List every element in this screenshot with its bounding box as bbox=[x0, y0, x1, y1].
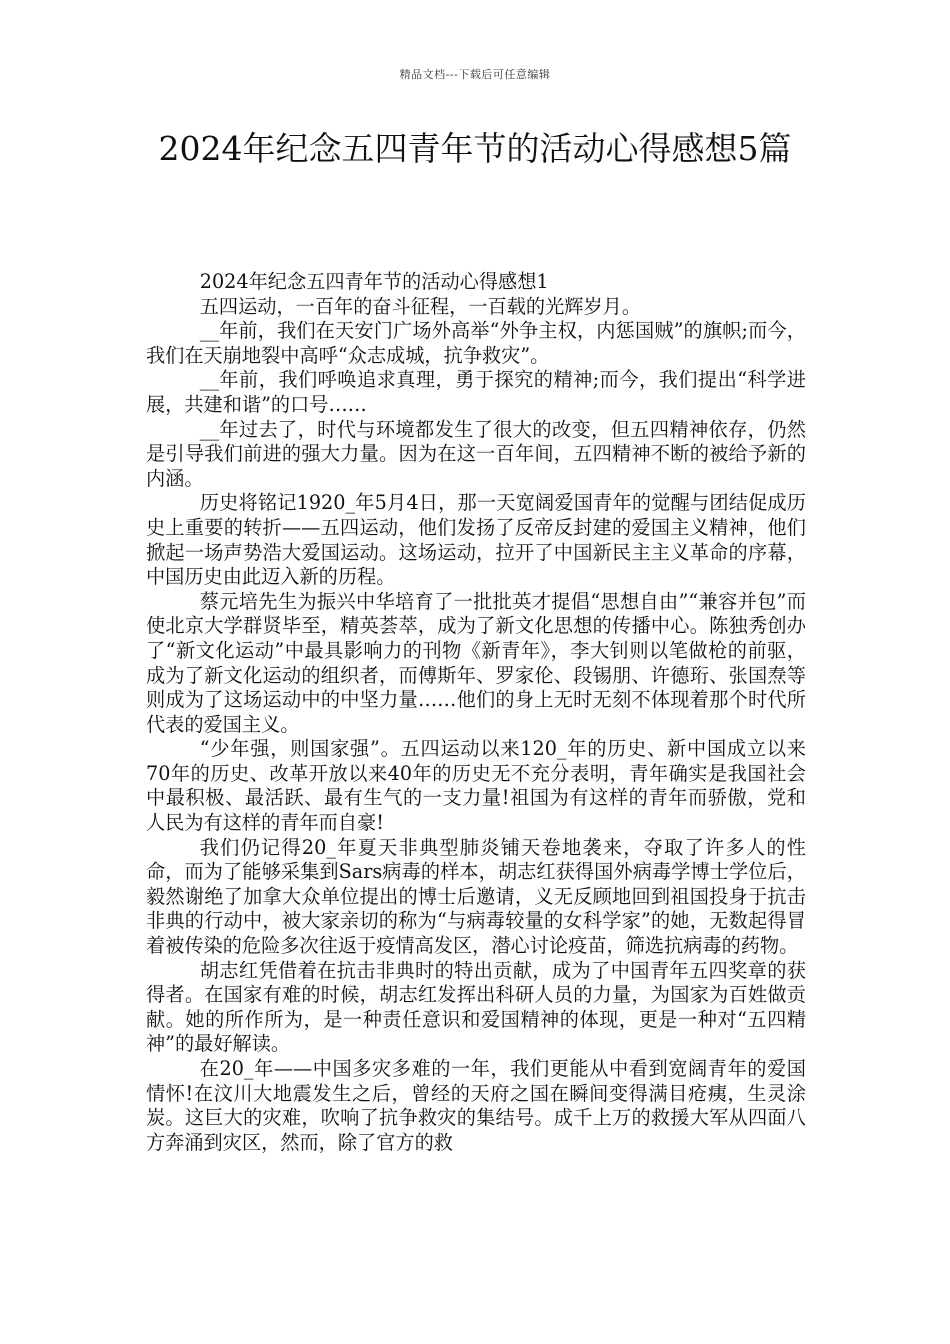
paragraph-6: 蔡元培先生为振兴中华培育了一批批英才提倡“思想自由”“兼容并包”而使北京大学群贤毕至，精英荟萃，成为了新文化思想的传播中心。陈独秀创办了“新文化运动”中最具影响力的刊物《新青年》，李大钊则以笔做枪的前驱，成为了新文化运动的组织者，而傅斯年、罗家伦、段锡朋、许德珩、张国焘等则成为了这场运动中的中坚力量……他们的身上无时无刻不体现着那个时代所代表的爱国主义。 bbox=[146, 589, 806, 736]
paragraph-2: __年前，我们在天安门广场外高举“外争主权，内惩国贼”的旗帜;而今，我们在天崩地裂中高呼“众志成城，抗争救灾”。 bbox=[146, 319, 806, 367]
paragraph-9: 胡志红凭借着在抗击非典时的特出贡献，成为了中国青年五四奖章的获得者。在国家有难的时候，胡志红发挥出科研人员的力量，为国家为百姓做贡献。她的所作所为，是一种责任意识和爱国精神的体现，更是一种对“五四精神”的最好解读。 bbox=[146, 958, 806, 1056]
document-title: 2024年纪念五四青年节的活动心得感想5篇 bbox=[158, 129, 792, 168]
paragraph-4: __年过去了，时代与环境都发生了很大的改变，但五四精神依存，仍然是引导我们前进的强大力量。因为在这一百年间，五四精神不断的被给予新的内涵。 bbox=[146, 417, 806, 490]
paragraph-1: 五四运动，一百年的奋斗征程，一百载的光辉岁月。 bbox=[199, 294, 642, 318]
document-body bbox=[146, 270, 806, 1155]
paragraph-5: 历史将铭记1920_年5月4日，那一天宽阔爱国青年的觉醒与团结促成历史上重要的转折——五四运动，他们发扬了反帝反封建的爱国主义精神，他们掀起一场声势浩大爱国运动。这场运动，拉开了中国新民主主义革命的序幕，中国历史由此迈入新的历程。 bbox=[146, 491, 806, 589]
paragraph-3: __年前，我们呼唤追求真理，勇于探究的精神;而今，我们提出“科学进展，共建和谐”的口号…… bbox=[146, 368, 806, 416]
paragraph-10: 在20_年——中国多灾多难的一年，我们更能从中看到宽阔青年的爱国情怀!在汶川大地震发生之后，曾经的天府之国在瞬间变得满目疮痍，生灵涂炭。这巨大的灾难，吹响了抗争救灾的集结号。成千上万的救援大军从四面八方奔涌到灾区，然而，除了官方的救 bbox=[146, 1057, 806, 1154]
paragraph-8: 我们仍记得20_年夏天非典型肺炎铺天卷地袭来，夺取了许多人的性命，而为了能够采集到Sars病毒的样本，胡志红获得国外病毒学博士学位后，毅然谢绝了加拿大众单位提出的博士后邀请，义无反顾地回到祖国投身于抗击非典的行动中，被大家亲切的称为“与病毒较量的女科学家”的她，无数起得冒着被传染的危险多次往返于疫情高发区，潜心讨论疫苗，筛选抗病毒的药物。 bbox=[146, 835, 806, 958]
header-note: 精品文档---下载后可任意编辑 bbox=[399, 68, 551, 81]
section-heading: 2024年纪念五四青年节的活动心得感想1 bbox=[199, 270, 549, 293]
paragraph-7: “少年强，则国家强”。五四运动以来120_年的历史、新中国成立以来70年的历史、改革开放以来40年的历史无不充分表明，青年确实是我国社会中最积极、最活跃、最有生气的一支力量!祖国为有这样的青年而骄傲，党和人民为有这样的青年而自豪! bbox=[146, 737, 806, 835]
